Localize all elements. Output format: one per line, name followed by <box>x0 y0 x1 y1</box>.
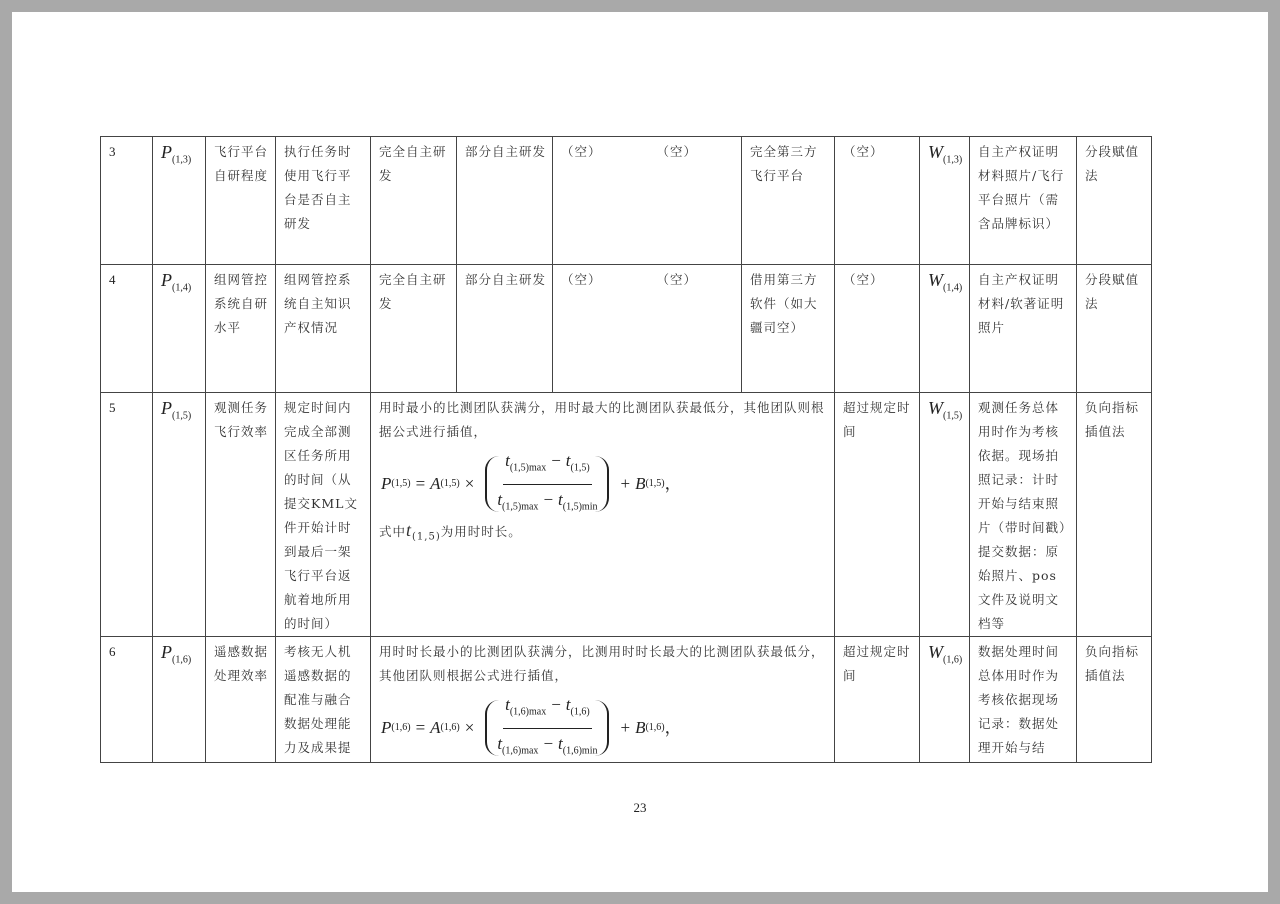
score-level-4: （空） <box>649 265 742 393</box>
weight-symbol: $W_{(1,3)}$ <box>920 137 970 265</box>
row-number: 5 <box>101 393 153 637</box>
indicator-name: 观测任务飞行效率 <box>206 393 276 637</box>
weight-symbol: $W_{(1,4)}$ <box>920 265 970 393</box>
formula-explanation: 式中$t_{(1,5)}$为用时时长。 <box>379 520 522 543</box>
scoring-rule-cell <box>371 637 835 763</box>
indicator-description: 考核无人机遥感数据的配准与融合数据处理能力及成果提 <box>276 637 371 763</box>
weight-symbol: $W_{(1,6)}$ <box>920 637 970 763</box>
scoring-method: 分段赋值法 <box>1077 137 1152 265</box>
indicator-name: 飞行平台自研程度 <box>206 137 276 265</box>
indicator-description: 规定时间内完成全部测区任务所用的时间（从提交KML文件开始计时到最后一架飞行平台返航着地所用的时间） <box>276 393 371 637</box>
score-level-1: 完全自主研发 <box>371 137 457 265</box>
score-level-4: （空） <box>649 137 742 265</box>
interpolation-formula: P (1,5) = A (1,5) × $\frac{t_{(1,5)max} - t_{(1,5)}}{t_{(1,5)max} - t_{(1,5)min}}$ + B (1,5) ， <box>381 451 682 512</box>
evaluation-basis: 数据处理时间总体用时作为考核依据现场记录：数据处理开始与结 <box>970 637 1077 763</box>
indicator-table <box>100 136 1152 763</box>
score-level-6: （空） <box>835 137 920 265</box>
score-level-6: （空） <box>835 265 920 393</box>
score-level-5: 借用第三方软件（如大疆司空） <box>742 265 835 393</box>
scoring-rule-cell <box>371 393 835 637</box>
interpolation-formula: P (1,6) = A (1,6) × $\frac{t_{(1,6)max} - t_{(1,6)}}{t_{(1,6)max} - t_{(1,6)min}}$ + B (1,6) ， <box>381 695 682 756</box>
score-level-3: （空） <box>553 265 649 393</box>
scoring-rule-text: 用时时长最小的比测团队获满分，比测用时时长最大的比测团队获最低分，其他团队则根据公式进行插值， <box>379 644 825 683</box>
indicator-symbol: $P_{(1,6)}$ <box>153 637 206 763</box>
indicator-description: 执行任务时使用飞行平台是否自主研发 <box>276 137 371 265</box>
table-row <box>101 637 1152 763</box>
evaluation-basis: 自主产权证明材料/软著证明照片 <box>970 265 1077 393</box>
row-number: 6 <box>101 637 153 763</box>
row-number: 3 <box>101 137 153 265</box>
indicator-name: 遥感数据处理效率 <box>206 637 276 763</box>
evaluation-basis: 自主产权证明材料照片/飞行平台照片（需含品牌标识） <box>970 137 1077 265</box>
score-level-2: 部分自主研发 <box>457 137 553 265</box>
row-number: 4 <box>101 265 153 393</box>
table-row <box>101 137 1152 265</box>
score-level-2: 部分自主研发 <box>457 265 553 393</box>
score-level-5: 完全第三方飞行平台 <box>742 137 835 265</box>
score-level-6: 超过规定时间 <box>835 637 920 763</box>
indicator-name: 组网管控系统自研水平 <box>206 265 276 393</box>
indicator-symbol: $P_{(1,3)}$ <box>153 137 206 265</box>
indicator-symbol: $P_{(1,5)}$ <box>153 393 206 637</box>
score-level-3: （空） <box>553 137 649 265</box>
indicator-description: 组网管控系统自主知识产权情况 <box>276 265 371 393</box>
scoring-method: 负向指标插值法 <box>1077 637 1152 763</box>
score-level-6: 超过规定时间 <box>835 393 920 637</box>
scoring-method: 负向指标插值法 <box>1077 393 1152 637</box>
score-level-1: 完全自主研发 <box>371 265 457 393</box>
page-number: 23 <box>633 800 647 815</box>
scoring-method: 分段赋值法 <box>1077 265 1152 393</box>
scoring-rule-text: 用时最小的比测团队获满分，用时最大的比测团队获最低分，其他团队则根据公式进行插值， <box>379 400 825 439</box>
weight-symbol: $W_{(1,5)}$ <box>920 393 970 637</box>
indicator-symbol: $P_{(1,4)}$ <box>153 265 206 393</box>
table-row <box>101 265 1152 393</box>
table-row <box>101 393 1152 637</box>
evaluation-basis: 观测任务总体用时作为考核依据。现场拍照记录：计时开始与结束照片（带时间戳）提交数据：原始照片、pos文件及说明文档等 <box>970 393 1077 637</box>
document-page <box>12 12 1268 892</box>
